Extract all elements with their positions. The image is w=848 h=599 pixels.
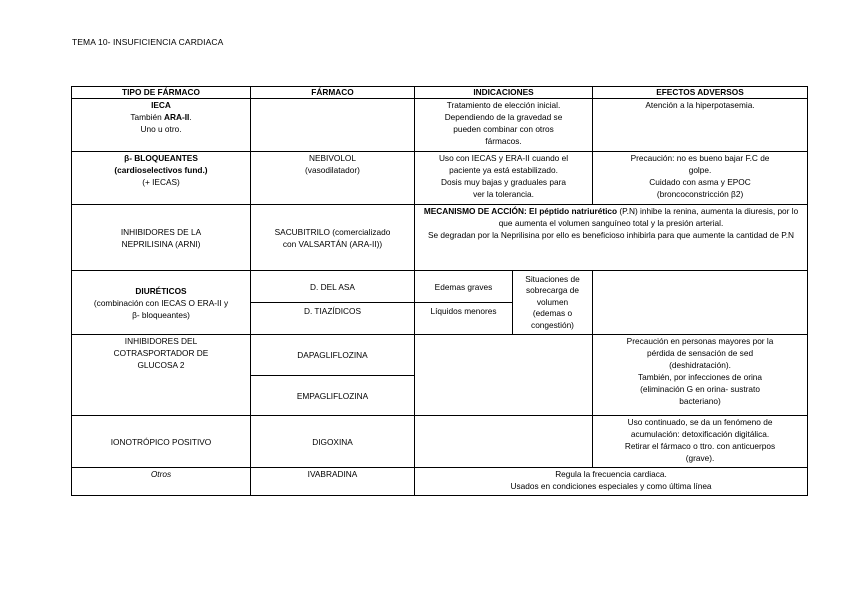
cell-drug-arni xyxy=(251,205,415,271)
cell-type-diuretics xyxy=(72,271,251,335)
header-drug: FÁRMACO xyxy=(251,87,415,99)
text-line: pueden combinar con otros xyxy=(453,124,554,134)
type-note: Uno u otro. xyxy=(140,124,182,134)
cell-ind-common xyxy=(513,271,593,335)
table-row-sglt2-1 xyxy=(72,335,808,376)
page-title: TEMA 10- INSUFICIENCIA CARDIACA xyxy=(72,37,224,47)
header-adverse-effects: EFECTOS ADVERSOS xyxy=(593,87,808,99)
type-title: DIURÉTICOS xyxy=(135,285,187,296)
cell-indications-ieca xyxy=(415,99,593,152)
cell-drug-thiazide: D. TIAZÍDICOS xyxy=(251,303,415,335)
text-line: INHIBIDORES DEL xyxy=(124,336,198,346)
cell-type-ieca xyxy=(72,99,251,152)
text-line: fármacos. xyxy=(485,136,522,146)
cell-indications-inotropic xyxy=(415,416,593,468)
text-line: (edemas o xyxy=(532,308,573,319)
table-row-inotropic xyxy=(72,416,808,468)
text-line: ver la tolerancia. xyxy=(473,189,534,199)
cell-adverse-inotropic xyxy=(593,416,808,468)
table-row-diuretics-1 xyxy=(72,271,808,303)
mechanism-text: (P.N) inhibe la renina, aumenta la diuresis, por lo que aumenta el volumen sanguíneo total y la presión arterial. xyxy=(498,206,799,228)
text-line: GLUCOSA 2 xyxy=(137,360,185,370)
text-line: Regula la frecuencia cardiaca. xyxy=(555,469,667,479)
text-line: pérdida de sensación de sed xyxy=(646,348,754,358)
drug-note: (vasodilatador) xyxy=(305,165,360,175)
text-line: acumulación: detoxificación digitálica. xyxy=(630,429,770,439)
text-line: (eliminación G en orina- sustrato xyxy=(640,384,760,394)
text-line: Retirar el fármaco o ttro. con anticuerpos xyxy=(624,441,776,451)
text-line: con VALSARTÁN (ARA-II)) xyxy=(282,238,383,249)
text-line: volumen xyxy=(536,296,569,307)
text-line: (combinación con IECAS O ERA-II y xyxy=(93,297,229,308)
type-title: IECA xyxy=(151,100,171,110)
cell-type-sglt2 xyxy=(72,335,251,416)
cell-adverse-beta xyxy=(593,152,808,205)
cell-adverse-ieca xyxy=(593,99,808,152)
mechanism-text-2: Se degradan por la Neprilisina por ello es beneficioso inhibirla para que aumente la cantidad de P.N xyxy=(427,230,795,240)
table-row-ieca xyxy=(72,99,808,152)
text-line: Tratamiento de elección inicial. xyxy=(446,100,561,110)
text-line: congestión) xyxy=(531,319,574,330)
cell-adverse-diuretics xyxy=(593,271,808,335)
mechanism-title: MECANISMO DE ACCIÓN: El péptido natriurético xyxy=(423,206,618,216)
text-line: β- bloqueantes) xyxy=(132,309,190,320)
text-line: Uso continuado, se da un fenómeno de xyxy=(627,417,773,427)
table-row-arni xyxy=(72,205,808,271)
drug-table xyxy=(71,86,808,496)
text-line: Uso con IECAS y ERA-II cuando el xyxy=(438,153,569,163)
cell-ind-loop: Edemas graves xyxy=(415,271,513,303)
cell-info-others xyxy=(415,468,808,496)
table-row-beta-blockers xyxy=(72,152,808,205)
text-line: (grave). xyxy=(685,453,715,463)
cell-type-others: Otros xyxy=(72,468,251,496)
text-line: NEPRILISINA (ARNI) xyxy=(121,238,201,249)
text-line: También, por infecciones de orina xyxy=(637,372,763,382)
text-line: Situaciones de xyxy=(525,273,580,284)
cell-type-inotropic: IONOTRÓPICO POSITIVO xyxy=(72,416,251,468)
type-also-prefix: También xyxy=(130,112,164,122)
cell-drug-digoxin: DIGOXINA xyxy=(251,416,415,468)
drug-name: NEBIVOLOL xyxy=(308,153,357,163)
text-line: (deshidratación). xyxy=(669,360,731,370)
cell-ind-thiazide: Líquidos menores xyxy=(415,303,513,335)
cell-drug-empagliflozin: EMPAGLIFLOZINA xyxy=(251,376,415,416)
cell-mechanism-arni xyxy=(415,205,808,271)
text-line: Atención a la hiperpotasemia. xyxy=(645,100,755,110)
type-title: β- BLOQUEANTES xyxy=(124,153,198,163)
text-line: (broncoconstricción β2) xyxy=(656,189,744,199)
cell-indications-sglt2 xyxy=(415,335,593,416)
cell-drug-ieca xyxy=(251,99,415,152)
text-line: Dosis muy bajas y graduales para xyxy=(441,177,566,187)
cell-drug-dapagliflozin: DAPAGLIFLOZINA xyxy=(251,335,415,376)
header-drug-type: TIPO DE FÁRMACO xyxy=(72,87,251,99)
type-sub: (cardioselectivos fund.) xyxy=(114,165,208,175)
text-line: Precaución: no es bueno bajar F.C de xyxy=(630,153,770,163)
cell-type-beta xyxy=(72,152,251,205)
text-line: bacteriano) xyxy=(679,396,721,406)
text-line: sobrecarga de xyxy=(525,285,580,296)
cell-adverse-sglt2 xyxy=(593,335,808,416)
text-line: COTRASPORTADOR DE xyxy=(113,348,209,358)
type-note: (+ IECAS) xyxy=(142,177,180,187)
text-line: INHIBIDORES DE LA xyxy=(120,226,202,237)
table-header-row xyxy=(72,87,808,99)
cell-drug-ivabradine: IVABRADINA xyxy=(251,468,415,496)
type-also-bold: ARA-II xyxy=(164,112,190,122)
cell-type-arni xyxy=(72,205,251,271)
text-line: SACUBITRILO (comercializado xyxy=(274,226,391,237)
cell-drug-beta xyxy=(251,152,415,205)
header-indications: INDICACIONES xyxy=(415,87,593,99)
text-line: Precaución en personas mayores por la xyxy=(626,336,774,346)
text-line: paciente ya está estabilizado. xyxy=(449,165,558,175)
text-line: golpe. xyxy=(688,165,712,175)
table-row-others xyxy=(72,468,808,496)
cell-indications-beta xyxy=(415,152,593,205)
text-line: Dependiendo de la gravedad se xyxy=(444,112,563,122)
type-also-suffix: . xyxy=(189,112,192,122)
text-line: Usados en condiciones especiales y como última línea xyxy=(510,481,712,491)
cell-drug-loop: D. DEL ASA xyxy=(251,271,415,303)
text-line: Cuidado con asma y EPOC xyxy=(649,177,751,187)
